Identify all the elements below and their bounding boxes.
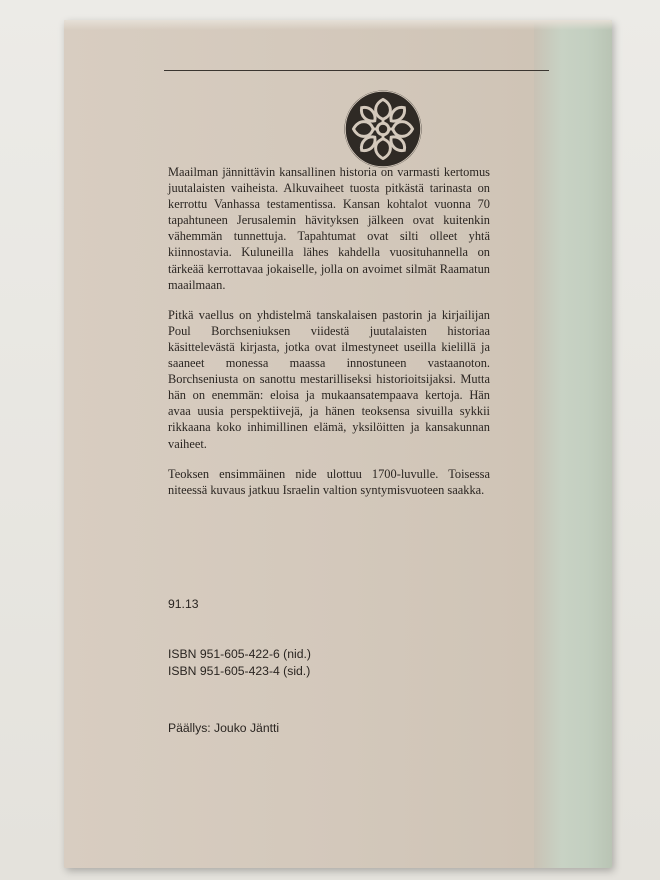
cover-top-edge [64,20,612,30]
blurb [168,164,490,512]
classification-code: 91.13 [168,597,199,611]
blurb-paragraph-1: Maailman jännittävin kansallinen historia on varmasti kertomus juutalaisten vaiheista. Alkuvaiheet tuosta pitkästä tarinasta on kerrottu Vanhassa testamentissa. Kansan kohtalot vuonna 70 tapahtuneen Jerusalemin hävityksen jälkeen ovat kuitenkin vähemmän tunnettuja. Tapahtumat ovat silti olleet yhtä kiinnostavia. Kuluneilla lähes kahdella vuosituhannella on tärkeää kerrottavaa jokaiselle, jolla on avoimet silmät Raamatun maailmaan. [168,165,490,292]
book-back-cover [64,20,612,868]
isbn-line-1: ISBN 951-605-422-6 (nid.) [168,647,311,661]
isbn-line-2: ISBN 951-605-423-4 (sid.) [168,664,311,678]
circular-knot-emblem-icon [342,88,424,170]
blurb-paragraph-3: Teoksen ensimmäinen nide ulottuu 1700-luvulle. Toisessa niteessä kuvaus jatkuu Israelin valtion syntymisvuoteen saakka. [168,466,490,497]
cover-credit: Päällys: Jouko Jäntti [168,721,280,735]
top-rule [164,70,549,71]
isbn-block [168,646,311,680]
dust-jacket-edge [534,20,612,868]
blurb-paragraph-2: Pitkä vaellus on yhdistelmä tanskalaisen pastorin ja kirjailijan Poul Borchseniuksen viidestä juutalaisten historiaa käsittelevästä kirjasta, jotka ovat ilmestyneet useilla kielillä ja saaneet monessa maassa innostuneen vastaanoton. Borchseniusta on sanottu mestarilliseksi historioitsijaksi. Mutta hän on enemmän: eloisa ja mukaansatempaava kertoja. Hän avaa uusia perspektiivejä, ja hänen teoksensa sivuilla sykkii rikkaana koko inhimillinen elämä, yksilöitten ja kansakunnan vaiheet. [168,307,490,451]
